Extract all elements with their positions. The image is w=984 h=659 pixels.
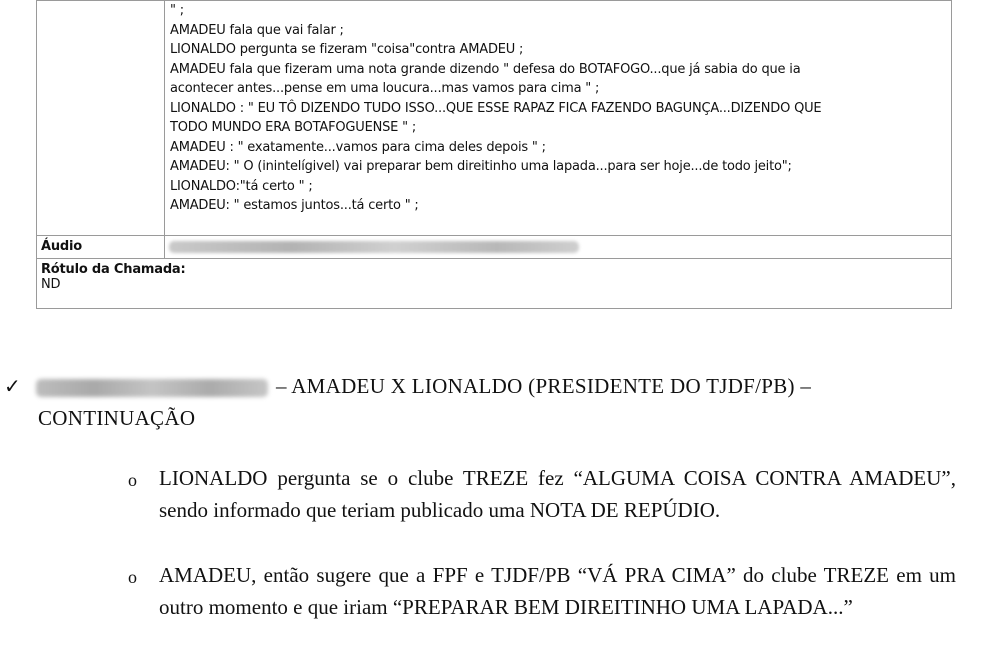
dialogue-cell xyxy=(165,1,952,236)
dialogue-line: " ; xyxy=(170,3,184,18)
bullet-text: AMADEU, então sugere que a FPF e TJDF/PB “VÁ PRA CIMA” do clube TREZE em um outro momento e que iriam “PREPARAR BEM DIREITINHO UMA LAPADA...” xyxy=(159,563,956,619)
audio-row xyxy=(37,236,952,259)
section-heading xyxy=(4,370,956,434)
call-label-title: Rótulo da Chamada: xyxy=(41,262,186,277)
dialogue-line: AMADEU fala que vai falar ; xyxy=(170,22,344,38)
audio-value-cell xyxy=(165,236,952,259)
call-label-cell xyxy=(37,259,952,309)
bullet-marker-icon: o xyxy=(128,567,137,587)
call-transcript-table xyxy=(36,0,952,309)
redacted-call-id xyxy=(36,379,268,397)
call-label-value: ND xyxy=(41,277,61,292)
heading-title: – AMADEU X LIONALDO (PRESIDENTE DO TJDF/PB) – xyxy=(276,374,812,398)
dialogue-line: AMADEU: " O (inintelígivel) vai preparar bem direitinho uma lapada...para ser hoje...de todo jeito"; xyxy=(170,159,792,174)
dialogue-line: AMADEU fala que fizeram uma nota grande dizendo " defesa do BOTAFOGO...que já sabia do que ia xyxy=(170,61,801,77)
checkmark-icon: ✓ xyxy=(4,374,22,398)
summary-bullet xyxy=(128,559,956,623)
summary-bullet xyxy=(128,462,956,526)
dialogue-line: LIONALDO : " EU TÔ DIZENDO TUDO ISSO...QUE ESSE RAPAZ FICA FAZENDO BAGUNÇA...DIZENDO QUE xyxy=(170,100,822,116)
dialogue-line: LIONALDO:"tá certo " ; xyxy=(170,178,313,194)
dialogue-label-cell xyxy=(37,1,165,236)
audio-label: Áudio xyxy=(37,236,165,259)
call-label-row xyxy=(37,259,952,309)
dialogue-line: AMADEU : " exatamente...vamos para cima deles depois " ; xyxy=(170,139,546,155)
dialogue-line: acontecer antes...pense em uma loucura...mas vamos para cima " ; xyxy=(170,81,600,96)
redacted-audio-filename xyxy=(169,241,579,253)
bullet-text: LIONALDO pergunta se o clube TREZE fez “ALGUMA COISA CONTRA AMADEU”, sendo informado que teriam publicado uma NOTA DE REPÚDIO. xyxy=(159,466,956,522)
heading-continuation: CONTINUAÇÃO xyxy=(38,406,196,430)
dialogue-line: LIONALDO pergunta se fizeram "coisa"contra AMADEU ; xyxy=(170,42,524,57)
dialogue-row xyxy=(37,1,952,236)
dialogue-line: AMADEU: " estamos juntos...tá certo " ; xyxy=(170,198,419,213)
dialogue-line: TODO MUNDO ERA BOTAFOGUENSE " ; xyxy=(170,120,416,135)
bullet-marker-icon: o xyxy=(128,470,137,490)
